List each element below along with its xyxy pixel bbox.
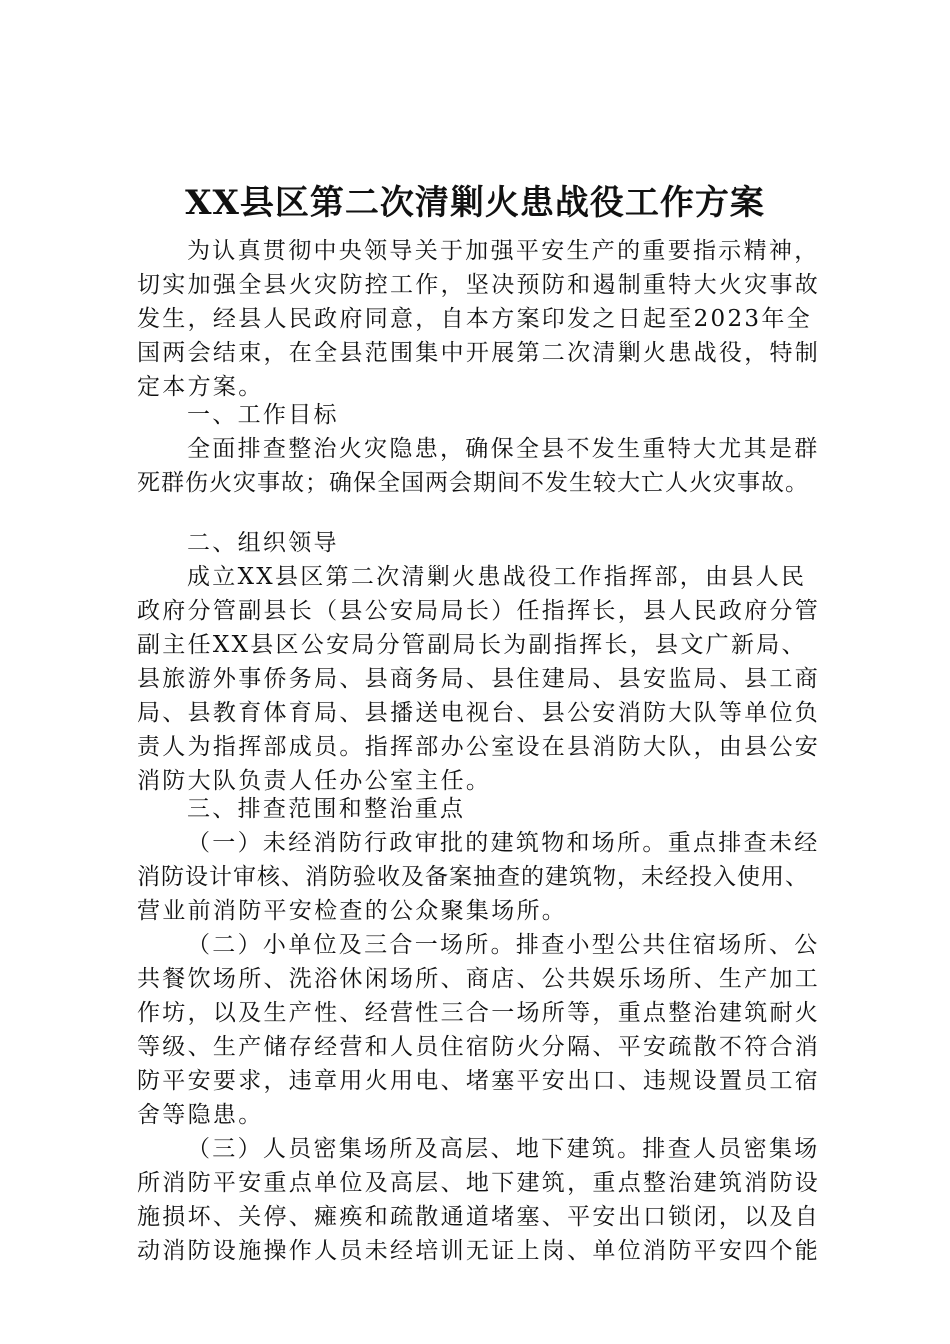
body-line: 舍等隐患。 [137,1102,264,1128]
body-line: 动消防设施操作人员未经培训无证上岗、单位消防平安四个能 [137,1238,821,1264]
section-heading: 一、工作目标 [187,402,339,428]
body-line: 共餐饮场所、洗浴休闲场所、商店、公共娱乐场所、生产加工 [137,966,821,992]
document-title: XX县区第二次清剿火患战役工作方案 [185,183,765,223]
body-line: 政府分管副县长（县公安局局长）任指挥长，县人民政府分管 [137,598,821,624]
body-line: 消防设计审核、消防验收及备案抽查的建筑物，未经投入使用、 [137,864,809,890]
body-line: 作坊，以及生产性、经营性三合一场所等，重点整治建筑耐火 [137,1000,821,1026]
body-line: 等级、生产储存经营和人员住宿防火分隔、平安疏散不符合消 [137,1034,821,1060]
body-line: 所消防平安重点单位及高层、地下建筑，重点整治建筑消防设 [137,1170,821,1196]
section-heading: 三、排查范围和整治重点 [187,796,466,822]
body-line: 施损坏、关停、瘫痪和疏散通道堵塞、平安出口锁闭，以及自 [137,1204,821,1230]
body-line: 消防大队负责人任办公室主任。 [137,768,492,794]
body-line: 定本方案。 [137,374,264,400]
body-line: 防平安要求，违章用火用电、堵塞平安出口、违规设置员工宿 [137,1068,821,1094]
body-line: 营业前消防平安检查的公众聚集场所。 [137,898,568,924]
body-line: （二）小单位及三合一场所。排查小型公共住宿场所、公 [187,932,820,958]
section-heading: 二、组织领导 [187,530,339,556]
body-line: （三）人员密集场所及高层、地下建筑。排查人员密集场 [187,1136,820,1162]
body-line: 切实加强全县火灾防控工作，坚决预防和遏制重特大火灾事故 [137,272,821,298]
body-line: 成立XX县区第二次清剿火患战役工作指挥部，由县人民 [187,564,807,590]
body-line: 国两会结束，在全县范围集中开展第二次清剿火患战役，特制 [137,340,821,366]
body-line: 全面排查整治火灾隐患，确保全县不发生重特大尤其是群 [187,436,820,462]
body-line: 为认真贯彻中央领导关于加强平安生产的重要指示精神， [187,238,820,264]
body-line: 局、县教育体育局、县播送电视台、县公安消防大队等单位负 [137,700,821,726]
body-line: 责人为指挥部成员。指挥部办公室设在县消防大队，由县公安 [137,734,821,760]
body-line: 副主任XX县区公安局分管副局长为副指挥长，县文广新局、 [137,632,807,658]
body-line: 死群伤火灾事故；确保全国两会期间不发生较大亡人火灾事故。 [137,470,809,496]
body-line: 发生，经县人民政府同意，自本方案印发之日起至2023年全 [137,306,812,332]
body-line: 县旅游外事侨务局、县商务局、县住建局、县安监局、县工商 [137,666,821,692]
body-line: （一）未经消防行政审批的建筑物和场所。重点排查未经 [187,830,820,856]
